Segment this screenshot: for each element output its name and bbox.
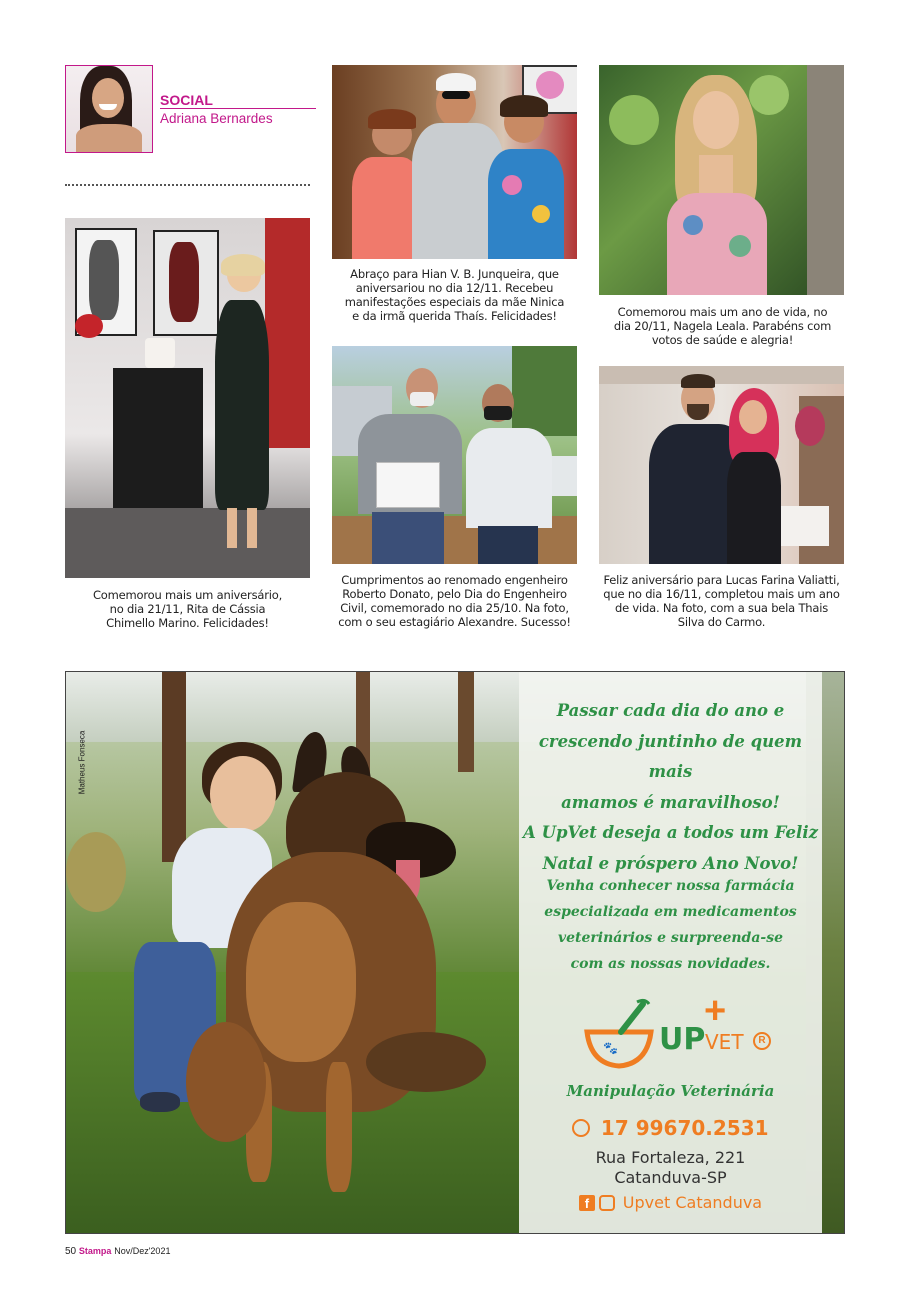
info-line: especializada em medicamentos	[544, 904, 797, 920]
caption-rita: Comemorou mais um aniversário, no dia 21/11, Rita de Cássia Chimello Marino. Felicidades!	[92, 588, 283, 630]
logo-tagline: Manipulação Veterinária	[566, 1082, 775, 1100]
plus-icon: +	[704, 990, 727, 1032]
caption-lucas: Feliz aniversário para Lucas Farina Valiatti, que no dia 16/11, completou mais um ano de vida. Na foto, com a sua bela Thais Silva do Carmo.	[603, 573, 840, 629]
ad-message	[519, 696, 822, 879]
info-line: veterinários e surpreenda-se	[558, 930, 783, 946]
caption-hian: Abraço para Hian V. B. Junqueira, que aniversariou no dia 12/11. Recebeu manifestações especiais da mãe Ninica e da irmã querida Thaís. Felicidades!	[344, 267, 565, 323]
whatsapp-icon	[572, 1119, 590, 1137]
phone-number[interactable]: 17 99670.2531	[600, 1116, 769, 1140]
page-number: 50	[65, 1246, 77, 1257]
logo-up: UP	[659, 1022, 706, 1057]
address-line-2: Catanduva-SP	[614, 1168, 727, 1187]
photo-lucas	[599, 366, 844, 564]
columnist-name: Adriana Bernardes	[160, 111, 273, 126]
section-label: SOCIAL	[160, 92, 213, 108]
photo-hian	[332, 65, 577, 259]
message-line: Passar cada dia do ano e	[556, 701, 785, 720]
upvet-advertisement	[65, 671, 845, 1234]
address-line-1: Rua Fortaleza, 221	[595, 1148, 746, 1167]
instagram-icon[interactable]	[599, 1195, 615, 1211]
page-footer	[65, 1246, 170, 1257]
registered-icon: R	[753, 1032, 771, 1050]
photo-rita	[65, 218, 310, 578]
logo-vet: VET	[705, 1030, 744, 1054]
dotted-divider	[65, 184, 310, 186]
svg-text:🐾: 🐾	[603, 1041, 618, 1055]
photo-nagela	[599, 65, 844, 295]
dog-figure	[186, 732, 486, 1232]
ad-info	[519, 873, 822, 977]
caption-roberto: Cumprimentos ao renomado engenheiro Roberto Donato, pelo Dia do Engenheiro Civil, comemorado no dia 25/10. Na foto, com o seu estagiário Alexandre. Sucesso!	[338, 573, 571, 629]
message-line: amamos é maravilhoso!	[561, 792, 780, 812]
issue-date: Nov/Dez'2021	[114, 1246, 171, 1256]
photo-roberto	[332, 346, 577, 564]
ad-text-panel	[519, 672, 822, 1233]
mortar-pestle-icon	[581, 998, 657, 1072]
social-handle[interactable]: Upvet Catanduva	[622, 1193, 763, 1212]
magazine-name: Stampa	[78, 1246, 112, 1256]
info-line: com as nossas novidades.	[570, 956, 771, 972]
message-line: Natal e próspero Ano Novo!	[542, 853, 799, 873]
upvet-logo	[581, 990, 781, 1078]
photo-credit: Matheus Fonseca	[77, 730, 87, 795]
section-rule	[160, 108, 316, 109]
caption-nagela: Comemorou mais um ano de vida, no dia 20/11, Nagela Leala. Parabéns com votos de saúde e alegria!	[613, 305, 832, 347]
columnist-photo	[65, 65, 153, 153]
message-line: crescendo juntinho de quem mais	[538, 731, 803, 781]
social-row	[519, 1193, 822, 1212]
info-line: Venha conhecer nossa farmácia	[546, 878, 795, 894]
facebook-icon[interactable]: f	[579, 1195, 595, 1211]
message-line: A UpVet deseja a todos um Feliz	[523, 823, 818, 842]
phone-row	[519, 1116, 822, 1140]
